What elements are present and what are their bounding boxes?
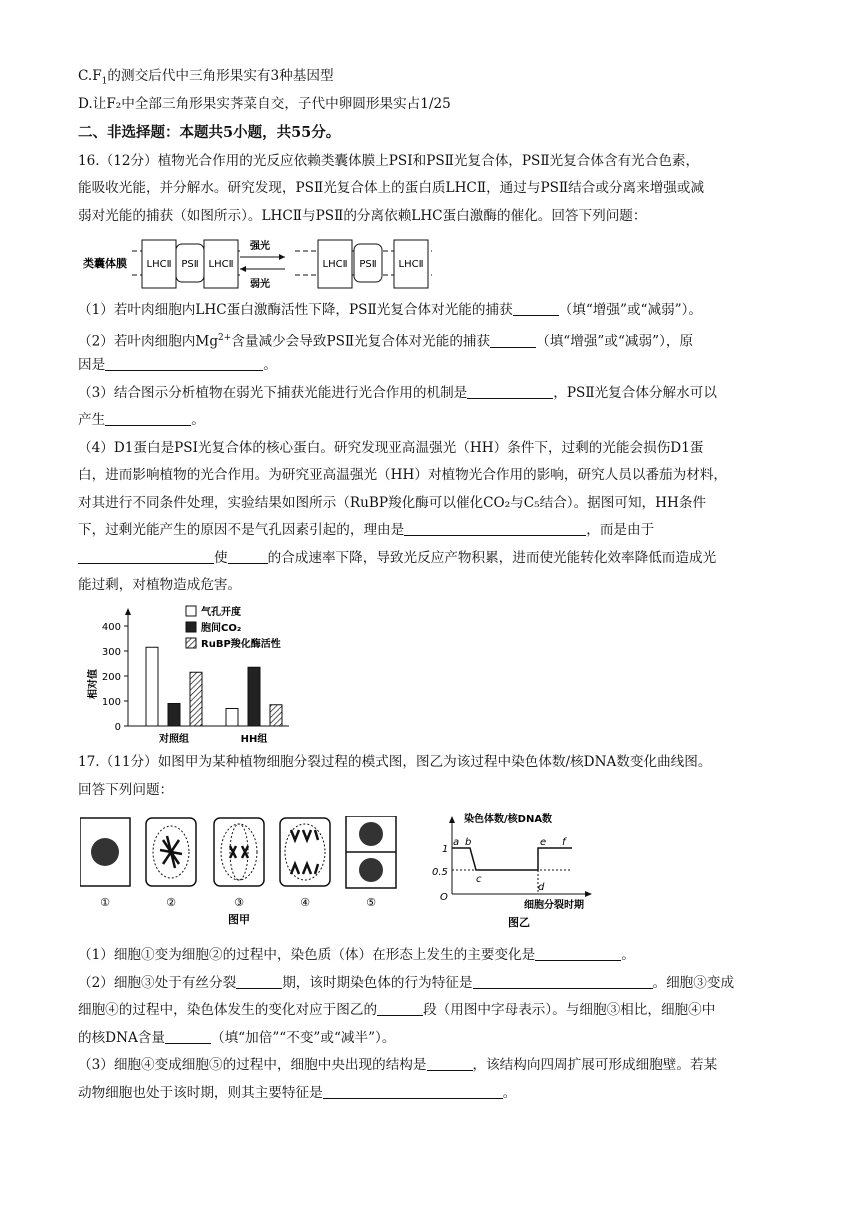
q16-part4-5: 使 的合成速率下降，导致光反应产物积累，进而使光能转化效率降低而造成光	[78, 549, 716, 567]
strong-light-label: 强光	[250, 241, 270, 252]
bar	[248, 667, 260, 726]
svg-text:e: e	[540, 837, 547, 848]
weak-light-label: 弱光	[250, 279, 270, 290]
ratio-curve	[452, 848, 572, 870]
svg-text:f: f	[562, 837, 566, 848]
answer-blank[interactable]	[427, 1057, 473, 1071]
q17-part3-2: 动物细胞也处于该时期，则其主要特征是 。	[78, 1085, 517, 1101]
answer-blank[interactable]	[467, 385, 553, 399]
svg-text:b: b	[465, 837, 472, 848]
nucleus	[359, 858, 383, 882]
q16-part3-cont: 产生 。	[78, 412, 205, 428]
bar	[190, 672, 202, 726]
q16-part2: （2）若叶肉细胞内$Mg^{2+}$含量减少会导致PSⅡ光复合体对光能的捕获 （填“增强”或“减弱”），原	[78, 333, 694, 350]
q17-stem-2: 回答下列问题：	[78, 782, 174, 798]
answer-blank[interactable]	[228, 550, 268, 564]
cell-label: ①	[100, 896, 110, 909]
q17-part2-3: 的核DNA含量 （填“加倍”“不变”或“减半”）。	[78, 1030, 396, 1046]
cell-division-diagram	[80, 816, 410, 926]
q17-part1: （1）细胞①变为细胞②的过程中，染色质（体）在形态上发生的主要变化是 。	[78, 947, 635, 963]
answer-blank[interactable]	[105, 412, 191, 426]
legend-label: 气孔开度	[201, 607, 241, 618]
x-category-label: 对照组	[159, 734, 189, 745]
y-tick-label: 200	[101, 672, 121, 683]
y-axis-arrow	[125, 608, 131, 615]
ps-label: PSⅡ	[359, 259, 377, 270]
legend-swatch	[186, 622, 196, 632]
answer-blank[interactable]	[165, 1030, 211, 1044]
lhc-label: LHCⅡ	[398, 259, 424, 270]
answer-blank[interactable]	[105, 357, 263, 371]
q17-part2-1: （2）细胞③处于有丝分裂 期，该时期染色体的行为特征是 。细胞③变成	[78, 975, 735, 991]
svg-text:d: d	[538, 882, 545, 893]
curve-x-label: 细胞分裂时期	[524, 900, 584, 911]
answer-blank[interactable]	[323, 1085, 503, 1099]
legend-label: RuBP羧化酶活性	[201, 639, 281, 650]
q17-part3-1: （3）细胞④变成细胞⑤的过程中，细胞中央出现的结构是 ，该结构向四周扩展可形成细胞壁。若某	[78, 1057, 718, 1073]
answer-blank[interactable]	[404, 522, 586, 536]
cell-label: ③	[234, 896, 244, 909]
curve-y-label: 染色体数/核DNA数	[464, 814, 553, 825]
svg-text:0.5: 0.5	[432, 867, 448, 878]
membrane-label: 类囊体膜	[83, 257, 127, 270]
svg-text:c: c	[476, 874, 482, 885]
y-axis-label: 相对值	[88, 669, 99, 699]
legend-label: 胞间CO₂	[201, 623, 242, 634]
x-category-label: HH组	[240, 734, 268, 745]
option-c: $C.F_1$的测交后代中三角形果实有3种基因型	[78, 68, 334, 87]
svg-text:a: a	[453, 837, 460, 848]
svg-text:O: O	[440, 892, 448, 903]
q16-part4-1: （4）D1蛋白是PSⅠ光复合体的核心蛋白。研究发现亚高温强光（HH）条件下，过剩的光能会损伤D1蛋	[78, 440, 704, 456]
bar	[146, 647, 158, 726]
q17-stem-1: 17.（11分）如图甲为某种植物细胞分裂过程的模式图，图乙为该过程中染色体数/核DNA数变化曲线图。	[78, 754, 712, 770]
lhc-label: LHCⅡ	[146, 259, 172, 270]
bar-chart	[84, 598, 314, 748]
y-tick-label: 300	[101, 647, 121, 658]
figure-caption: 图乙	[508, 916, 530, 929]
bar	[168, 704, 180, 727]
section-heading: 二、非选择题：本题共5小题，共55分。	[78, 124, 341, 141]
answer-blank[interactable]	[78, 550, 214, 564]
answer-blank[interactable]	[473, 975, 653, 989]
svg-text:1: 1	[442, 844, 449, 855]
q16-part2-reason: 因是 。	[78, 357, 277, 373]
membrane-diagram	[80, 234, 440, 294]
cell-label: ②	[166, 896, 176, 909]
nucleus	[91, 838, 119, 866]
y-tick-label: 100	[101, 697, 121, 708]
q16-part3: （3）结合图示分析植物在弱光下捕获光能进行光合作用的机制是 ，PSⅡ光复合体分解水可以	[78, 385, 717, 401]
q16-part4-4: 下，过剩光能产生的原因不是气孔因素引起的，理由是 ，而是由于	[78, 522, 655, 538]
q16-part1: （1）若叶肉细胞内LHC蛋白激酶活性下降，PSⅡ光复合体对光能的捕获 （填“增强”或“减弱”）。	[78, 302, 703, 318]
cell-label: ⑤	[366, 896, 376, 909]
y-tick-label: 0	[114, 722, 121, 733]
q17-part2-2: 细胞④的过程中，染色体发生的变化对应于图乙的 段（用图中字母表示）。与细胞③相比，细胞④中	[78, 1002, 716, 1018]
q16-part4-3: 对其进行不同条件处理，实验结果如图所示（RuBP羧化酶可以催化CO₂与C₅结合）。据图可知，HH条件	[78, 495, 707, 511]
answer-blank[interactable]	[490, 334, 536, 348]
cell-4	[280, 818, 330, 886]
chromosome-dna-curve	[432, 810, 602, 930]
ps-label: PSⅡ	[181, 259, 199, 270]
q16-stem-2: 能吸收光能，并分解水。研究发现，PSⅡ光复合体上的蛋白质LHCⅡ，通过与PSⅡ结合或分离来增强或减	[78, 180, 705, 196]
legend-swatch	[186, 606, 196, 616]
option-d: D.让F₂中全部三角形果实荠菜自交，子代中卵圆形果实占1/25	[78, 96, 451, 112]
answer-blank[interactable]	[513, 302, 559, 316]
q16-part4-2: 白，进而影响植物的光合作用。为研究亚高温强光（HH）对植物光合作用的影响，研究人员以番茄为材料，	[78, 467, 728, 483]
answer-blank[interactable]	[535, 947, 621, 961]
bar	[270, 705, 282, 726]
y-tick-label: 400	[101, 622, 121, 633]
answer-blank[interactable]	[236, 975, 282, 989]
lhc-label: LHCⅡ	[208, 259, 234, 270]
answer-blank[interactable]	[377, 1002, 423, 1016]
q16-stem-1: 16.（12分）植物光合作用的光反应依赖类囊体膜上PSⅠ和PSⅡ光复合体，PSⅡ光复合体含有光合色素，	[78, 153, 700, 169]
q16-part4-6: 能过剩，对植物造成危害。	[78, 577, 242, 593]
legend-swatch	[186, 638, 196, 648]
lhc-label: LHCⅡ	[322, 259, 348, 270]
figure-caption: 图甲	[228, 913, 250, 926]
nucleus	[359, 822, 383, 846]
cell-label: ④	[300, 896, 310, 909]
q16-stem-3: 弱对光能的捕获（如图所示）。LHCⅡ与PSⅡ的分离依赖LHC蛋白激酶的催化。回答下列问题：	[78, 208, 647, 224]
bar	[226, 709, 238, 727]
